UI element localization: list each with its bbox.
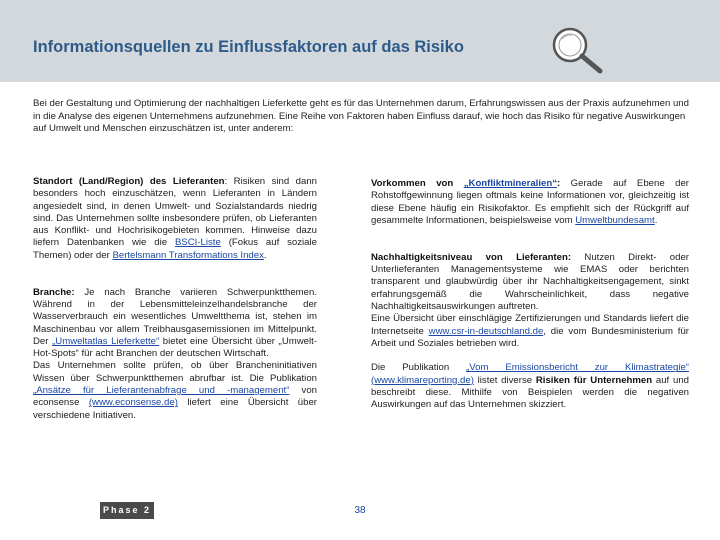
konfliktmineralien-paragraph: Vorkommen von „Konfliktmineralien“: Gerade auf Ebene der Rohstoffgewinnung liegen oftmals keine Informationen vor, gleichzeitig ist diese Ebene häufig ein Risikofaktor. Es empfiehlt sich der Rückgriff auf gesammelte Informationen, beispielsweise vom Umweltbundesamt. (371, 178, 690, 226)
bsci-link[interactable]: BSCI-Liste (174, 237, 221, 249)
magnifier-icon (540, 20, 616, 76)
csr-link[interactable]: www.csr-in-deutschland.de (428, 325, 544, 337)
zertifizierung-paragraph: Eine Übersicht über einschlägige Zertifizierungen und Standards liefert die Internetseite www.csr-in-deutschland.de, die vom Bundesministerium für Arbeit und Soziales betrieben wird. (371, 313, 690, 349)
klimareporting-link[interactable]: „Vom Emissionsbericht zur Klimastrategie“ (www.klimareporting.de) (371, 362, 689, 386)
publikation-paragraph: Die Publikation „Vom Emissionsbericht zur Klimastrategie“ (www.klimareporting.de) listet diverse Risiken für Unternehmen auf und beschreibt diese. Mithilfe von Beispielen werden die negativen Auswirkungen auf das Unternehmen skizziert. (371, 362, 689, 411)
intro-paragraph: Bei der Gestaltung und Optimierung der nachhaltigen Lieferkette geht es für das Unternehmen darum, Erfahrungswissen aus der Praxis aufzunehmen und in die Analyse des eigenen Unternehmens aufzunehmen. Eine Reihe von Faktoren haben Einfluss darauf, wie hoch das Risiko für negative Auswirkungen auf Umwelt und Menschen einzuschätzen ist, unter anderem: (33, 98, 689, 135)
branche-paragraph: Branche: Je nach Branche variieren Schwerpunktthemen. Während in der Lebensmitteleinzelhandelsbranche der Wasserverbrauch ein wesentliches Umweltthema ist, stehen im Maschinenbau vor allem Treibhausgasemissionen im Mittelpunkt. Der „Umweltatlas Lieferkette“ bietet eine Übersicht über „Umwelt-Hot-Spots“ für acht Branchen der deutschen Wirtschaft. (33, 286, 317, 360)
umweltbundesamt-link[interactable]: Umweltbundesamt (575, 214, 655, 226)
konfliktmineralien-link[interactable]: „Konfliktmineralien“ (463, 178, 558, 189)
umweltatlas-link[interactable]: „Umweltatlas Lieferkette“ (52, 335, 160, 347)
left-column (33, 176, 317, 422)
konflikt-heading: Vorkommen von (371, 178, 464, 189)
econsense-link[interactable]: (www.econsense.de) (88, 397, 178, 409)
standort-heading: Standort (Land/Region) des Lieferanten (33, 176, 225, 187)
standort-paragraph: Standort (Land/Region) des Lieferanten: Risiken sind dann besonders hoch einzuschätzen, wenn Lieferanten in Ländern angesiedelt sind, in denen Umwelt- und Sozialstandards niedrig sind. Das Unternehmen sollte insbesondere prüfen, ob Lieferanten aus Konflikt- und Hochrisikogebieten kommen. Hinweise dazu liefern Datenbanken wie die BSCI-Liste (Fokus auf soziale Themen) oder der Bertelsmann Transformations Index. (33, 176, 317, 261)
initiativen-paragraph: Das Unternehmen sollte prüfen, ob über Brancheninitiativen Wissen über Schwerpunktthemen abrufbar ist. Die Publikation „Ansätze für Lieferantenabfrage und -management“ von econsense (www.econsense.de) liefert eine Übersicht über verschiedene Initiativen. (33, 360, 318, 421)
phase-badge: Phase 2 (102, 505, 152, 515)
bertelsmann-link[interactable]: Bertelsmann Transformations Index (112, 249, 264, 261)
ansaetze-link[interactable]: „Ansätze für Lieferantenabfrage und -management“ (33, 385, 290, 397)
nachhaltigkeitsniveau-paragraph: Nachhaltigkeitsniveau von Lieferanten: Nutzen Direkt- oder Unterlieferanten Managementsysteme wie EMAS oder berichten transparent und glaubwürdig über ihr Nachhaltigkeitsengagement, sinkt erfahrungsgemäß die Wahrscheinlichkeit, dass negative Nachhaltigkeitsauswirkungen auftreten. (371, 251, 689, 312)
branche-heading: Branche: (33, 286, 75, 298)
right-column (371, 178, 689, 412)
nachhaltigkeit-heading: Nachhaltigkeitsniveau von Lieferanten: (371, 251, 572, 263)
page-title: Informationsquellen zu Einflussfaktoren auf das Risiko (33, 38, 464, 56)
page-number: 38 (354, 505, 366, 516)
